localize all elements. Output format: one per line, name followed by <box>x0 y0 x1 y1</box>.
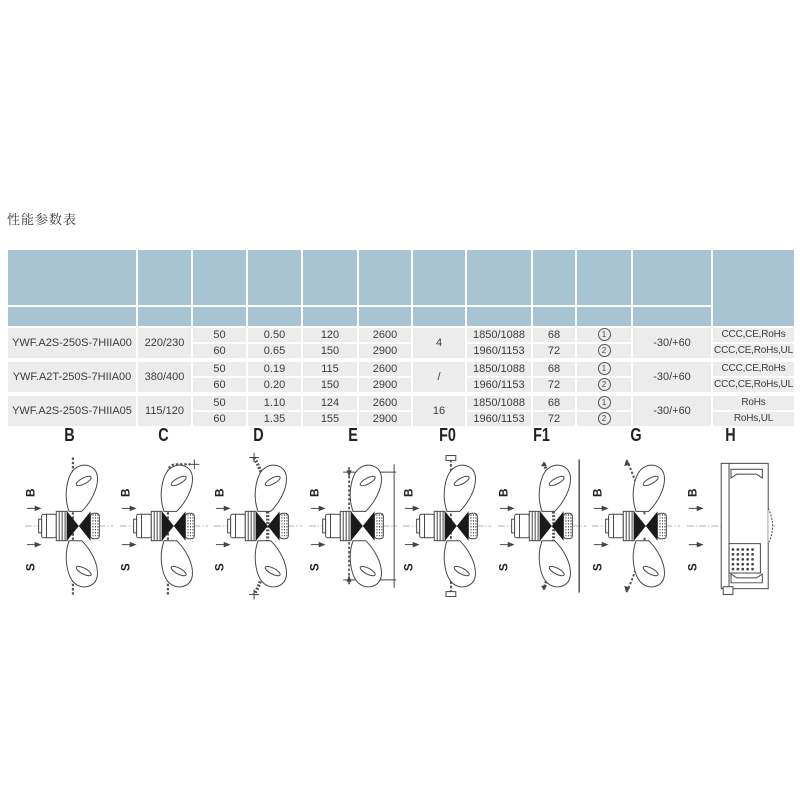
fan-diagram-h <box>684 450 778 604</box>
curve-number-badge: 2 <box>598 378 611 391</box>
diagram-cell-c <box>117 424 212 604</box>
col-header-input-power <box>302 249 358 306</box>
approvals-cell: RoHs <box>712 394 795 411</box>
airflow-cell: 1960/1153 <box>466 343 532 360</box>
unit-header-voltage <box>137 306 192 327</box>
diagram-label: F0 <box>438 425 456 445</box>
performance-spec-table <box>6 248 796 430</box>
diagram-cell-d <box>211 424 306 604</box>
svg-text:S: S <box>497 563 511 572</box>
svg-text:B: B <box>213 488 227 497</box>
curve-cell <box>576 327 632 343</box>
power-cell: 120 <box>302 327 358 343</box>
temperature-cell: -30/+60 <box>632 327 712 360</box>
hz-cell: 50 <box>192 327 247 343</box>
diagram-label: E <box>347 425 358 445</box>
temperature-cell: -30/+60 <box>632 360 712 394</box>
curve-cell <box>576 377 632 394</box>
speed-cell: 2600 <box>358 327 412 343</box>
svg-text:S: S <box>119 563 133 572</box>
airflow-cell: 1960/1153 <box>466 377 532 394</box>
airflow-cell: 1850/1088 <box>466 360 532 377</box>
svg-text:B: B <box>686 488 700 497</box>
noise-cell: 72 <box>532 377 576 394</box>
table-header <box>7 249 795 327</box>
svg-text:S: S <box>213 563 227 572</box>
table-row <box>7 394 795 411</box>
col-header-current <box>247 249 302 306</box>
fan-diagram-g <box>589 450 683 604</box>
noise-cell: 72 <box>532 411 576 428</box>
voltage-cell: 115/120 <box>137 394 192 428</box>
capacitor-cell: 16 <box>412 394 466 428</box>
col-header-operating-temperature <box>632 249 712 306</box>
table-row <box>7 327 795 343</box>
col-header-approvals <box>712 249 795 327</box>
unit-header-capacitor <box>412 306 466 327</box>
diagram-cell-f0 <box>400 424 495 604</box>
power-cell: 150 <box>302 343 358 360</box>
power-cell: 115 <box>302 360 358 377</box>
mounting-diagram-strip <box>22 424 778 604</box>
speed-cell: 2600 <box>358 360 412 377</box>
current-cell: 0.19 <box>247 360 302 377</box>
unit-header-input-power <box>302 306 358 327</box>
unit-header-speed <box>358 306 412 327</box>
speed-cell: 2600 <box>358 394 412 411</box>
noise-cell: 68 <box>532 394 576 411</box>
svg-text:B: B <box>402 488 416 497</box>
current-cell: 1.35 <box>247 411 302 428</box>
fan-diagram-b <box>22 450 116 604</box>
voltage-cell: 380/400 <box>137 360 192 394</box>
hz-cell: 60 <box>192 377 247 394</box>
current-cell: 1.10 <box>247 394 302 411</box>
col-header-curve-no <box>576 249 632 306</box>
voltage-cell: 220/230 <box>137 327 192 360</box>
unit-header-noise <box>532 306 576 327</box>
approvals-cell: CCC,CE,RoHs <box>712 327 795 343</box>
curve-number-badge: 2 <box>598 344 611 357</box>
diagram-cell-f1 <box>495 424 590 604</box>
unit-header-air-flow-0pa <box>466 306 532 327</box>
curve-cell <box>576 394 632 411</box>
col-header-speed <box>358 249 412 306</box>
diagram-label: G <box>630 425 642 445</box>
curve-cell <box>576 343 632 360</box>
diagram-label: B <box>64 425 75 445</box>
curve-number-badge: 1 <box>598 362 611 375</box>
hz-cell: 60 <box>192 411 247 428</box>
svg-text:B: B <box>24 488 38 497</box>
corner-cell <box>7 249 137 306</box>
svg-text:B: B <box>591 488 605 497</box>
fan-diagram-e <box>306 450 400 604</box>
svg-text:B: B <box>308 488 322 497</box>
airflow-cell: 1850/1088 <box>466 394 532 411</box>
model-cell: YWF.A2S-250S-7HIIA00 <box>7 327 137 360</box>
diagram-label: C <box>158 425 169 445</box>
fan-diagram-c <box>117 450 211 604</box>
current-cell: 0.50 <box>247 327 302 343</box>
curve-number-badge: 1 <box>598 396 611 409</box>
model-header-cell <box>7 306 137 327</box>
fan-diagram-d <box>211 450 305 604</box>
curve-number-badge: 1 <box>598 328 611 341</box>
diagram-cell-h <box>684 424 779 604</box>
diagram-label: H <box>725 425 736 445</box>
capacitor-cell: / <box>412 360 466 394</box>
fan-diagram-f0 <box>400 450 494 604</box>
curve-cell <box>576 360 632 377</box>
col-header-noise <box>532 249 576 306</box>
approvals-cell: CCC,CE,RoHs <box>712 360 795 377</box>
hz-cell: 50 <box>192 394 247 411</box>
col-header-capacitor <box>412 249 466 306</box>
svg-text:S: S <box>308 563 322 572</box>
table-body <box>7 327 795 428</box>
svg-text:B: B <box>497 488 511 497</box>
diagram-cell-g <box>589 424 684 604</box>
approvals-cell: RoHs,UL <box>712 411 795 428</box>
diagram-label: D <box>253 425 264 445</box>
svg-text:S: S <box>402 563 416 572</box>
svg-text:S: S <box>24 563 38 572</box>
svg-text:B: B <box>119 488 133 497</box>
diagram-cell-b <box>22 424 117 604</box>
model-cell: YWF.A2T-250S-7HIIA00 <box>7 360 137 394</box>
speed-cell: 2900 <box>358 377 412 394</box>
noise-cell: 68 <box>532 327 576 343</box>
capacitor-cell: 4 <box>412 327 466 360</box>
col-header-air-flow-0pa <box>466 249 532 306</box>
power-cell: 150 <box>302 377 358 394</box>
temperature-cell: -30/+60 <box>632 394 712 428</box>
noise-cell: 68 <box>532 360 576 377</box>
current-cell: 0.20 <box>247 377 302 394</box>
col-header-voltage <box>137 249 192 306</box>
speed-cell: 2900 <box>358 343 412 360</box>
unit-header-current <box>247 306 302 327</box>
svg-text:S: S <box>591 563 605 572</box>
noise-cell: 72 <box>532 343 576 360</box>
approvals-cell: CCC,CE,RoHs,UL <box>712 377 795 394</box>
speed-cell: 2900 <box>358 411 412 428</box>
hz-cell: 60 <box>192 343 247 360</box>
fan-diagram-f1 <box>495 450 589 604</box>
airflow-cell: 1850/1088 <box>466 327 532 343</box>
unit-header-frequency <box>192 306 247 327</box>
current-cell: 0.65 <box>247 343 302 360</box>
curve-number-badge: 2 <box>598 412 611 425</box>
unit-header-operating-temperature <box>632 306 712 327</box>
power-cell: 155 <box>302 411 358 428</box>
table-row <box>7 360 795 377</box>
power-cell: 124 <box>302 394 358 411</box>
col-header-frequency <box>192 249 247 306</box>
svg-text:S: S <box>686 563 700 572</box>
diagram-cell-e <box>306 424 401 604</box>
hz-cell: 50 <box>192 360 247 377</box>
approvals-cell: CCC,CE,RoHs,UL <box>712 343 795 360</box>
unit-header-curve-no <box>576 306 632 327</box>
page-title: 性能参数表 <box>7 212 78 227</box>
diagram-label: F1 <box>533 425 551 445</box>
airflow-cell: 1960/1153 <box>466 411 532 428</box>
model-cell: YWF.A2S-250S-7HIIA05 <box>7 394 137 428</box>
